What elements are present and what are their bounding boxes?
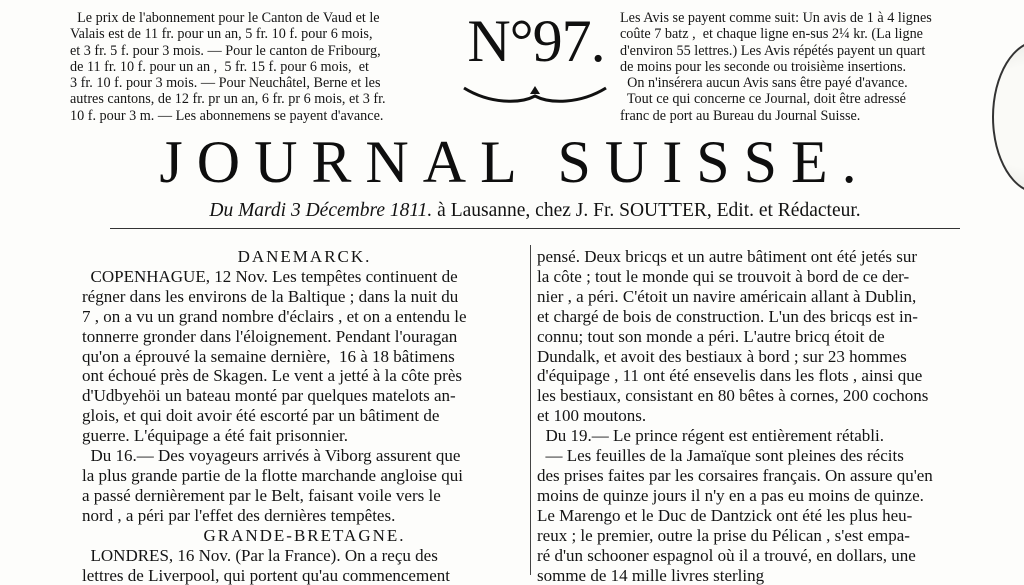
text-line: 3 fr. 10 f. pour 3 mois. — Pour Neuchâtel, Berne et les — [70, 75, 465, 91]
text-line: la plus grande partie de la flotte marchande angloise qui — [82, 466, 527, 486]
text-line: reux ; le premier, outre la prise du Pélican , s'est empa- — [537, 526, 989, 546]
text-line: — Les feuilles de la Jamaïque sont pleines des récits — [537, 446, 989, 466]
text-line: LONDRES, 16 Nov. (Par la France). On a reçu des — [82, 546, 527, 566]
text-line: Dundalk, et avoit des bestiaux à bord ; sur 23 hommes — [537, 347, 989, 367]
text-line: Le prix de l'abonnement pour le Canton de Vaud et le — [70, 10, 465, 26]
text-line: guerre. L'équipage a été fait prisonnier. — [82, 426, 527, 446]
text-line: qu'on a éprouvé la semaine dernière, 16 à 18 bâtimens — [82, 347, 527, 367]
dateline — [100, 198, 970, 224]
text-line: somme de 14 mille livres sterling — [537, 566, 989, 585]
text-line: et chargé de bois de construction. L'un des bricqs est in- — [537, 307, 989, 327]
left-column — [82, 247, 527, 585]
text-line: Tout ce qui concerne ce Journal, doit être adressé — [620, 91, 990, 107]
dateline-date: Du Mardi 3 Décembre 1811. — [209, 200, 432, 221]
text-line: des prises faites par les corsaires français. On assure qu'en — [537, 466, 989, 486]
text-line: lettres de Liverpool, qui portent qu'au commencement — [82, 566, 527, 585]
text-line: franc de port au Bureau du Journal Suisse. — [620, 108, 990, 124]
text-line: pensé. Deux bricqs et un autre bâtiment ont été jetés sur — [537, 247, 989, 267]
right-column — [537, 247, 989, 585]
text-line: 7 , on a vu un grand nombre d'éclairs , et on a entendu le — [82, 307, 527, 327]
subscription-notice — [70, 10, 465, 124]
text-line: a passé dernièrement par le Belt, faisant voile vers le — [82, 486, 527, 506]
advertising-notice — [620, 10, 990, 124]
column-divider — [530, 245, 531, 575]
text-line: de moins pour les seconde ou troisième insertions. — [620, 59, 990, 75]
text-line: d'environ 55 lettres.) Les Avis répétés payent un quart — [620, 43, 990, 59]
section-heading-britain: GRANDE-BRETAGNE. — [82, 526, 527, 546]
text-line: Du 19.— Le prince régent est entièrement rétabli. — [537, 426, 989, 446]
section-heading-denmark: DANEMARCK. — [82, 247, 527, 267]
ornamental-flourish — [460, 82, 610, 106]
text-line: Le Marengo et le Duc de Dantzick ont été les plus heu- — [537, 506, 989, 526]
text-line: COPENHAGUE, 12 Nov. Les tempêtes continuent de — [82, 267, 527, 287]
newspaper-title: JOURNAL SUISSE. — [120, 130, 910, 194]
text-line: glois, et qui doit avoir été escorté par un bâtiment de — [82, 406, 527, 426]
text-line: Valais est de 11 fr. pour un an, 5 fr. 10 f. pour 6 mois, — [70, 26, 465, 42]
text-line: la côte ; tout le monde qui se trouvoit à bord de ce der- — [537, 267, 989, 287]
text-line: ont échoué près de Skagen. Le vent a jetté à la côte près — [82, 366, 527, 386]
text-line: ré d'un schooner espagnol où il a trouvé, en dollars, une — [537, 546, 989, 566]
text-line: coûte 7 batz , et chaque ligne en-sus 2¼ kr. (La ligne — [620, 26, 990, 42]
text-line: Du 16.— Des voyageurs arrivés à Viborg assurent que — [82, 446, 527, 466]
text-line: 10 f. pour 3 m. — Les abonnemens se payent d'avance. — [70, 108, 465, 124]
issue-number: N°97. — [466, 6, 606, 76]
text-line: de 11 fr. 10 f. pour un an , 5 fr. 15 f. pour 6 mois, et — [70, 59, 465, 75]
text-line: moins de quinze jours il n'y en a pas eu moins de quinze. — [537, 486, 989, 506]
dateline-rule — [110, 228, 960, 229]
text-line: régner dans les environs de la Baltique ; dans la nuit du — [82, 287, 527, 307]
text-line: On n'insérera aucun Avis sans être payé d'avance. — [620, 75, 990, 91]
text-line: et 100 moutons. — [537, 406, 989, 426]
seal-stamp — [992, 40, 1024, 194]
text-line: connu; tout son monde a péri. L'autre bricq étoit de — [537, 327, 989, 347]
text-line: les bestiaux, consistant en 80 bêtes à cornes, 200 cochons — [537, 386, 989, 406]
text-line: tonnerre gronder dans l'éloignement. Pendant l'ouragan — [82, 327, 527, 347]
text-line: nier , a péri. C'étoit un navire américain allant à Dublin, — [537, 287, 989, 307]
text-line: autres cantons, de 12 fr. pr un an, 6 fr. pr 6 mois, et 3 fr. — [70, 91, 465, 107]
text-line: nord , a péri par l'effet des dernières tempêtes. — [82, 506, 527, 526]
text-line: d'Udbyehöi un bateau monté par quelques matelots an- — [82, 386, 527, 406]
dateline-publisher: à Lausanne, chez J. Fr. SOUTTER, Edit. et Rédacteur. — [432, 200, 860, 221]
text-line: d'équipage , 11 ont été ensevelis dans les flots , ainsi que — [537, 366, 989, 386]
text-line: Les Avis se payent comme suit: Un avis de 1 à 4 lignes — [620, 10, 990, 26]
text-line: et 3 fr. 5 f. pour 3 mois. — Pour le canton de Fribourg, — [70, 43, 465, 59]
